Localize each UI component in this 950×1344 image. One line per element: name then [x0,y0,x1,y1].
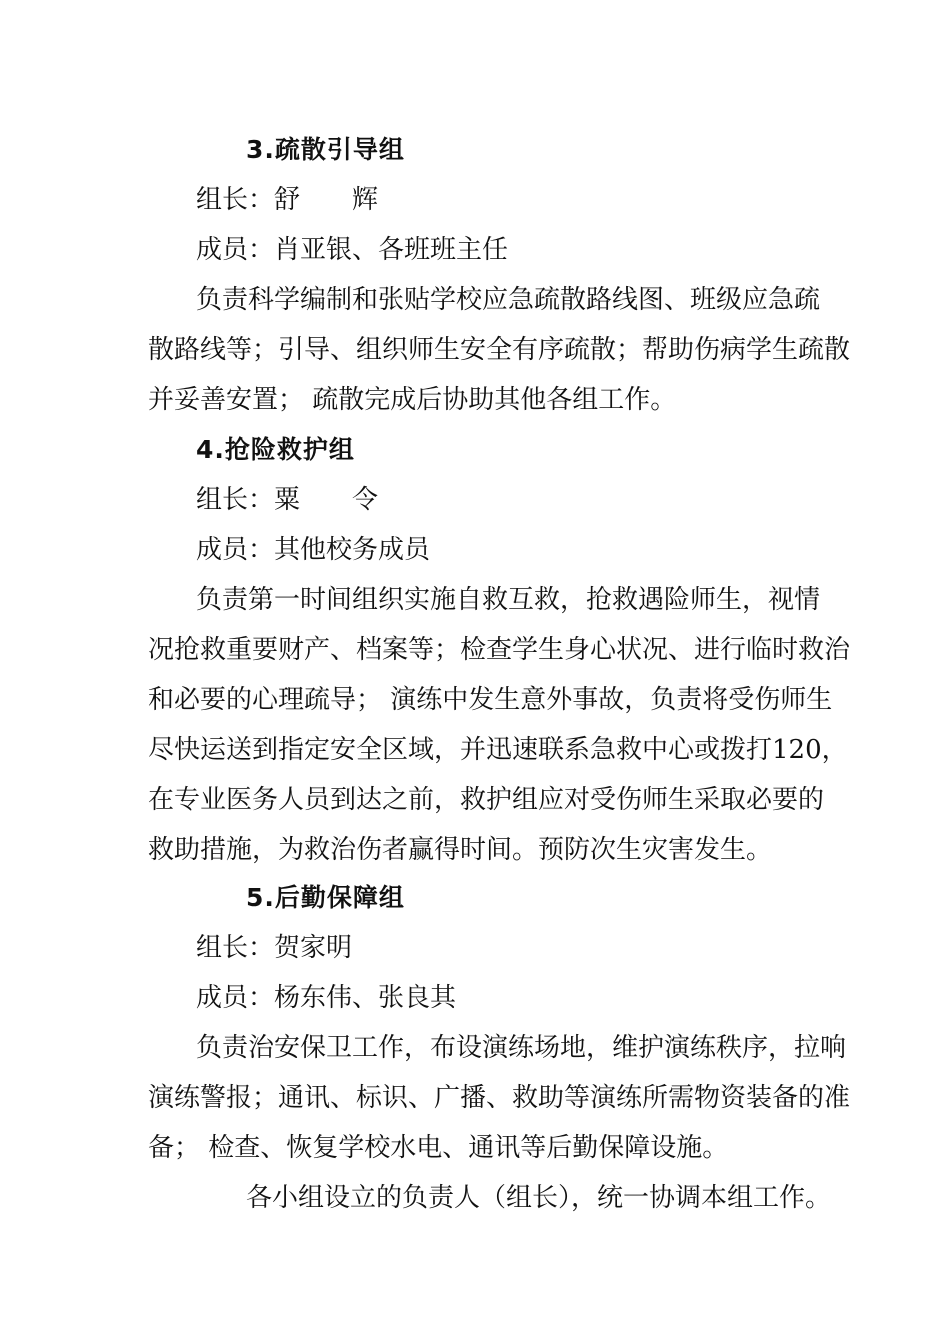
leader-name-part-2: 辉 [352,185,379,215]
duty-line: 负责科学编制和张贴学校应急疏散路线图、班级应急疏 [196,285,821,315]
members-line-evacuation [196,234,508,266]
leader-line-logistics [196,932,352,964]
duty-line: 散路线等；引导、组织师生安全有序疏散；帮助伤病学生疏散 [148,335,851,365]
duty-line: 负责第一时间组织实施自救互救，抢救遇险师生，视情 [196,585,821,615]
duty-line: 备； 检查、恢复学校水电、通讯等后勤保障设施。 [148,1133,729,1163]
duty-line: 负责治安保卫工作，布设演练场地，维护演练秩序，拉响 [196,1033,847,1063]
duty-line: 况抢救重要财产、档案等；检查学生身心状况、进行临时救治 [148,635,851,665]
duty-line: 在专业医务人员到达之前，救护组应对受伤师生采取必要的 [148,785,825,815]
leader-name-part-1: 粟 [274,485,301,515]
members-list: 肖亚银、各班班主任 [274,235,509,265]
section-heading-evacuation: 3.疏散引导组 [246,135,405,164]
members-label: 成员： [196,983,275,1013]
members-label: 成员： [196,235,275,265]
closing-sentence: 各小组设立的负责人（组长），统一协调本组工作。 [246,1183,832,1213]
members-list: 其他校务成员 [274,535,431,565]
members-line-logistics [196,982,456,1014]
members-list: 杨东伟、张良其 [274,983,457,1013]
duty-line: 尽快运送到指定安全区域，并迅速联系急救中心或拨打120， [148,735,848,765]
duty-line: 并妥善安置； 疏散完成后协助其他各组工作。 [148,385,677,415]
leader-line-rescue [196,484,378,516]
section-heading-rescue: 4.抢险救护组 [196,435,355,464]
members-label: 成员： [196,535,275,565]
leader-label: 组长： [196,185,275,215]
leader-name-part-1: 舒 [274,185,301,215]
leader-label: 组长： [196,933,275,963]
duty-line: 演练警报；通讯、标识、广播、救助等演练所需物资装备的准 [148,1083,851,1113]
members-line-rescue [196,534,430,566]
leader-name-part-2: 令 [352,485,379,515]
section-heading-logistics: 5.后勤保障组 [246,883,405,912]
duty-line: 救助措施，为救治伤者赢得时间。预防次生灾害发生。 [148,835,773,865]
leader-line-evacuation [196,184,378,216]
leader-name: 贺家明 [274,933,353,963]
duty-line: 和必要的心理疏导； 演练中发生意外事故，负责将受伤师生 [148,685,833,715]
leader-label: 组长： [196,485,275,515]
